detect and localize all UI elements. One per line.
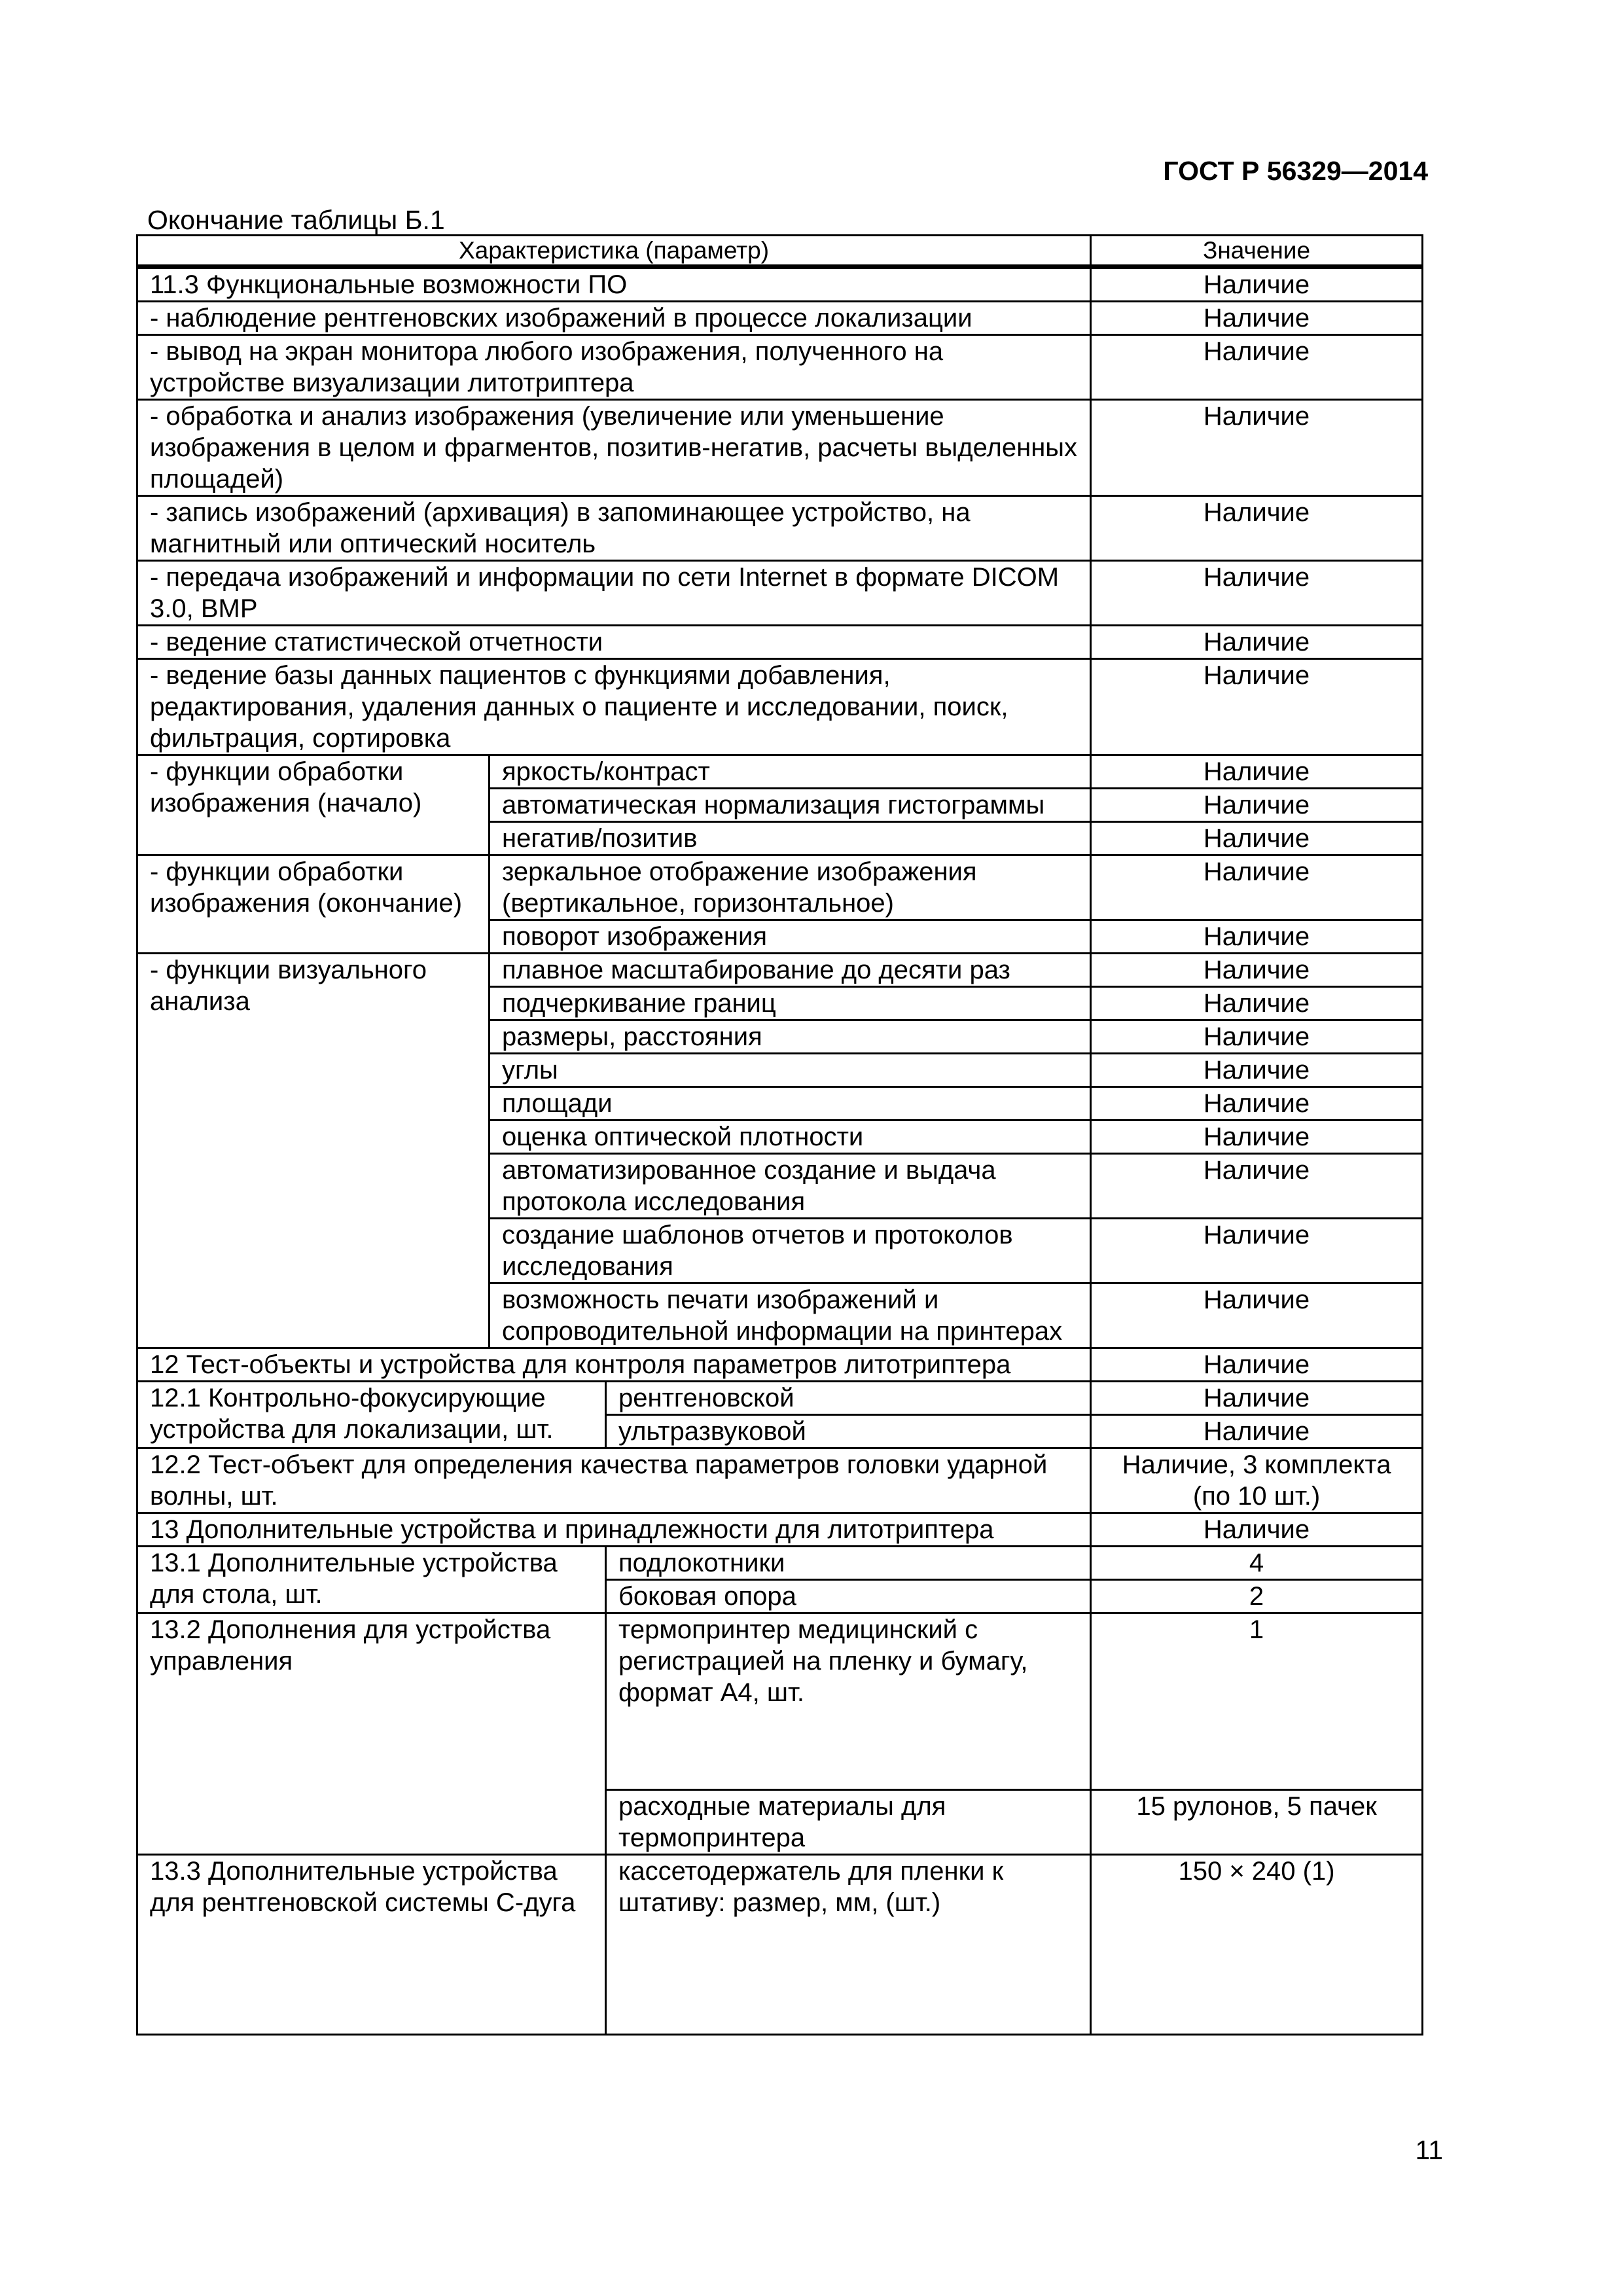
value-cell: 4 — [1091, 1547, 1423, 1580]
value-cell: Наличие — [1091, 1513, 1423, 1547]
table-row — [137, 496, 1423, 561]
value-cell: Наличие — [1091, 987, 1423, 1020]
table-row — [137, 1382, 1423, 1415]
value-cell: Наличие — [1091, 302, 1423, 335]
param-cell: 13 Дополнительные устройства и принадлежности для литотриптера — [137, 1513, 1091, 1547]
sub-param-cell: углы — [490, 1054, 1091, 1087]
standard-header: ГОСТ Р 56329—2014 — [1163, 156, 1428, 186]
table-row — [137, 626, 1423, 659]
param-cell: 12.2 Тест-объект для определения качества параметров головки ударной волны, шт. — [137, 1448, 1091, 1513]
value-cell: Наличие — [1091, 855, 1423, 920]
sub-param-cell: размеры, расстояния — [490, 1020, 1091, 1054]
sub-param-cell: автоматизированное создание и выдача протокола исследования — [490, 1154, 1091, 1219]
group-label-cell: - функции обработки изображения (окончание) — [137, 855, 490, 954]
table-row — [137, 302, 1423, 335]
value-cell: Наличие — [1091, 920, 1423, 954]
table-row — [137, 1547, 1423, 1580]
value-cell: Наличие — [1091, 1219, 1423, 1283]
group-label-cell: - функции визуального анализа — [137, 954, 490, 1348]
value-cell: Наличие — [1091, 954, 1423, 987]
value-cell: Наличие — [1091, 755, 1423, 789]
sub-param-cell: подлокотники — [606, 1547, 1091, 1580]
value-cell: Наличие — [1091, 822, 1423, 855]
table-header-row — [137, 236, 1423, 267]
sub-param-cell: оценка оптической плотности — [490, 1121, 1091, 1154]
value-cell: Наличие — [1091, 789, 1423, 822]
param-cell: - наблюдение рентгеновских изображений в процессе локализации — [137, 302, 1091, 335]
table-row — [137, 1513, 1423, 1547]
value-cell: Наличие, 3 комплекта (по 10 шт.) — [1091, 1448, 1423, 1513]
sub-param-cell: боковая опора — [606, 1580, 1091, 1613]
value-cell: 2 — [1091, 1580, 1423, 1613]
column-header-parameter: Характеристика (параметр) — [137, 236, 1091, 267]
value-cell: Наличие — [1091, 496, 1423, 561]
value-cell: 1 — [1091, 1613, 1423, 1790]
sub-param-cell: негатив/позитив — [490, 822, 1091, 855]
sub-param-cell: зеркальное отображение изображения (вертикальное, горизонтальное) — [490, 855, 1091, 920]
sub-param-cell: подчеркивание границ — [490, 987, 1091, 1020]
param-cell: - вывод на экран монитора любого изображения, полученного на устройстве визуализации литотриптера — [137, 335, 1091, 400]
value-cell: Наличие — [1091, 1054, 1423, 1087]
param-cell: - ведение статистической отчетности — [137, 626, 1091, 659]
value-cell: Наличие — [1091, 335, 1423, 400]
group-label-cell: - функции обработки изображения (начало) — [137, 755, 490, 855]
sub-param-cell: автоматическая нормализация гистограммы — [490, 789, 1091, 822]
table-row — [137, 855, 1423, 920]
value-cell: Наличие — [1091, 1121, 1423, 1154]
characteristics-table — [136, 234, 1423, 2036]
value-cell: Наличие — [1091, 1415, 1423, 1448]
table-row — [137, 755, 1423, 789]
sub-param-cell: рентгеновской — [606, 1382, 1091, 1415]
param-cell: - ведение базы данных пациентов с функциями добавления, редактирования, удаления данных о пациенте и исследовании, поиск, фильтрация, сортировка — [137, 659, 1091, 755]
column-header-value: Значение — [1091, 236, 1423, 267]
sub-param-cell: плавное масштабирование до десяти раз — [490, 954, 1091, 987]
sub-param-cell: создание шаблонов отчетов и протоколов исследования — [490, 1219, 1091, 1283]
table-row — [137, 267, 1423, 302]
table-row — [137, 1613, 1423, 1790]
value-cell: Наличие — [1091, 626, 1423, 659]
value-cell: Наличие — [1091, 1283, 1423, 1348]
param-cell: 12 Тест-объекты и устройства для контроля параметров литотриптера — [137, 1348, 1091, 1382]
value-cell: Наличие — [1091, 1154, 1423, 1219]
sub-param-cell: площади — [490, 1087, 1091, 1121]
table-row — [137, 400, 1423, 496]
sub-param-cell: яркость/контраст — [490, 755, 1091, 789]
param-cell: - передача изображений и информации по сети Internet в формате DICOM 3.0, BMP — [137, 561, 1091, 626]
sub-param-cell: кассетодержатель для пленки к штативу: размер, мм, (шт.) — [606, 1855, 1091, 2035]
group-label-cell: 12.1 Контрольно-фокусирующие устройства для локализации, шт. — [137, 1382, 606, 1448]
table-row — [137, 954, 1423, 987]
value-cell: Наличие — [1091, 400, 1423, 496]
value-cell: Наличие — [1091, 1020, 1423, 1054]
group-label-cell: 13.2 Дополнения для устройства управления — [137, 1613, 606, 1855]
sub-param-cell: возможность печати изображений и сопроводительной информации на принтерах — [490, 1283, 1091, 1348]
value-cell: Наличие — [1091, 267, 1423, 302]
sub-param-cell: ультразвуковой — [606, 1415, 1091, 1448]
param-cell: - запись изображений (архивация) в запоминающее устройство, на магнитный или оптический носитель — [137, 496, 1091, 561]
value-cell: Наличие — [1091, 659, 1423, 755]
value-cell: Наличие — [1091, 1087, 1423, 1121]
value-cell: 15 рулонов, 5 пачек — [1091, 1790, 1423, 1855]
group-label-cell: 13.1 Дополнительные устройства для стола, шт. — [137, 1547, 606, 1613]
table-row — [137, 561, 1423, 626]
sub-param-cell: термопринтер медицинский с регистрацией на пленку и бумагу, формат А4, шт. — [606, 1613, 1091, 1790]
table-row — [137, 659, 1423, 755]
sub-param-cell: расходные материалы для термопринтера — [606, 1790, 1091, 1855]
table-row — [137, 1448, 1423, 1513]
page-number: 11 — [1415, 2135, 1443, 2165]
param-cell: - обработка и анализ изображения (увеличение или уменьшение изображения в целом и фрагментов, позитив-негатив, расчеты выделенных площадей) — [137, 400, 1091, 496]
value-cell: 150 × 240 (1) — [1091, 1855, 1423, 2035]
table-row — [137, 1855, 1423, 2035]
param-cell: 11.3 Функциональные возможности ПО — [137, 267, 1091, 302]
table-row — [137, 1348, 1423, 1382]
table-row — [137, 335, 1423, 400]
sub-param-cell: поворот изображения — [490, 920, 1091, 954]
value-cell: Наличие — [1091, 1382, 1423, 1415]
table-caption: Окончание таблицы Б.1 — [147, 205, 445, 235]
group-label-cell: 13.3 Дополнительные устройства для рентгеновской системы С-дуга — [137, 1855, 606, 2035]
value-cell: Наличие — [1091, 561, 1423, 626]
value-cell: Наличие — [1091, 1348, 1423, 1382]
